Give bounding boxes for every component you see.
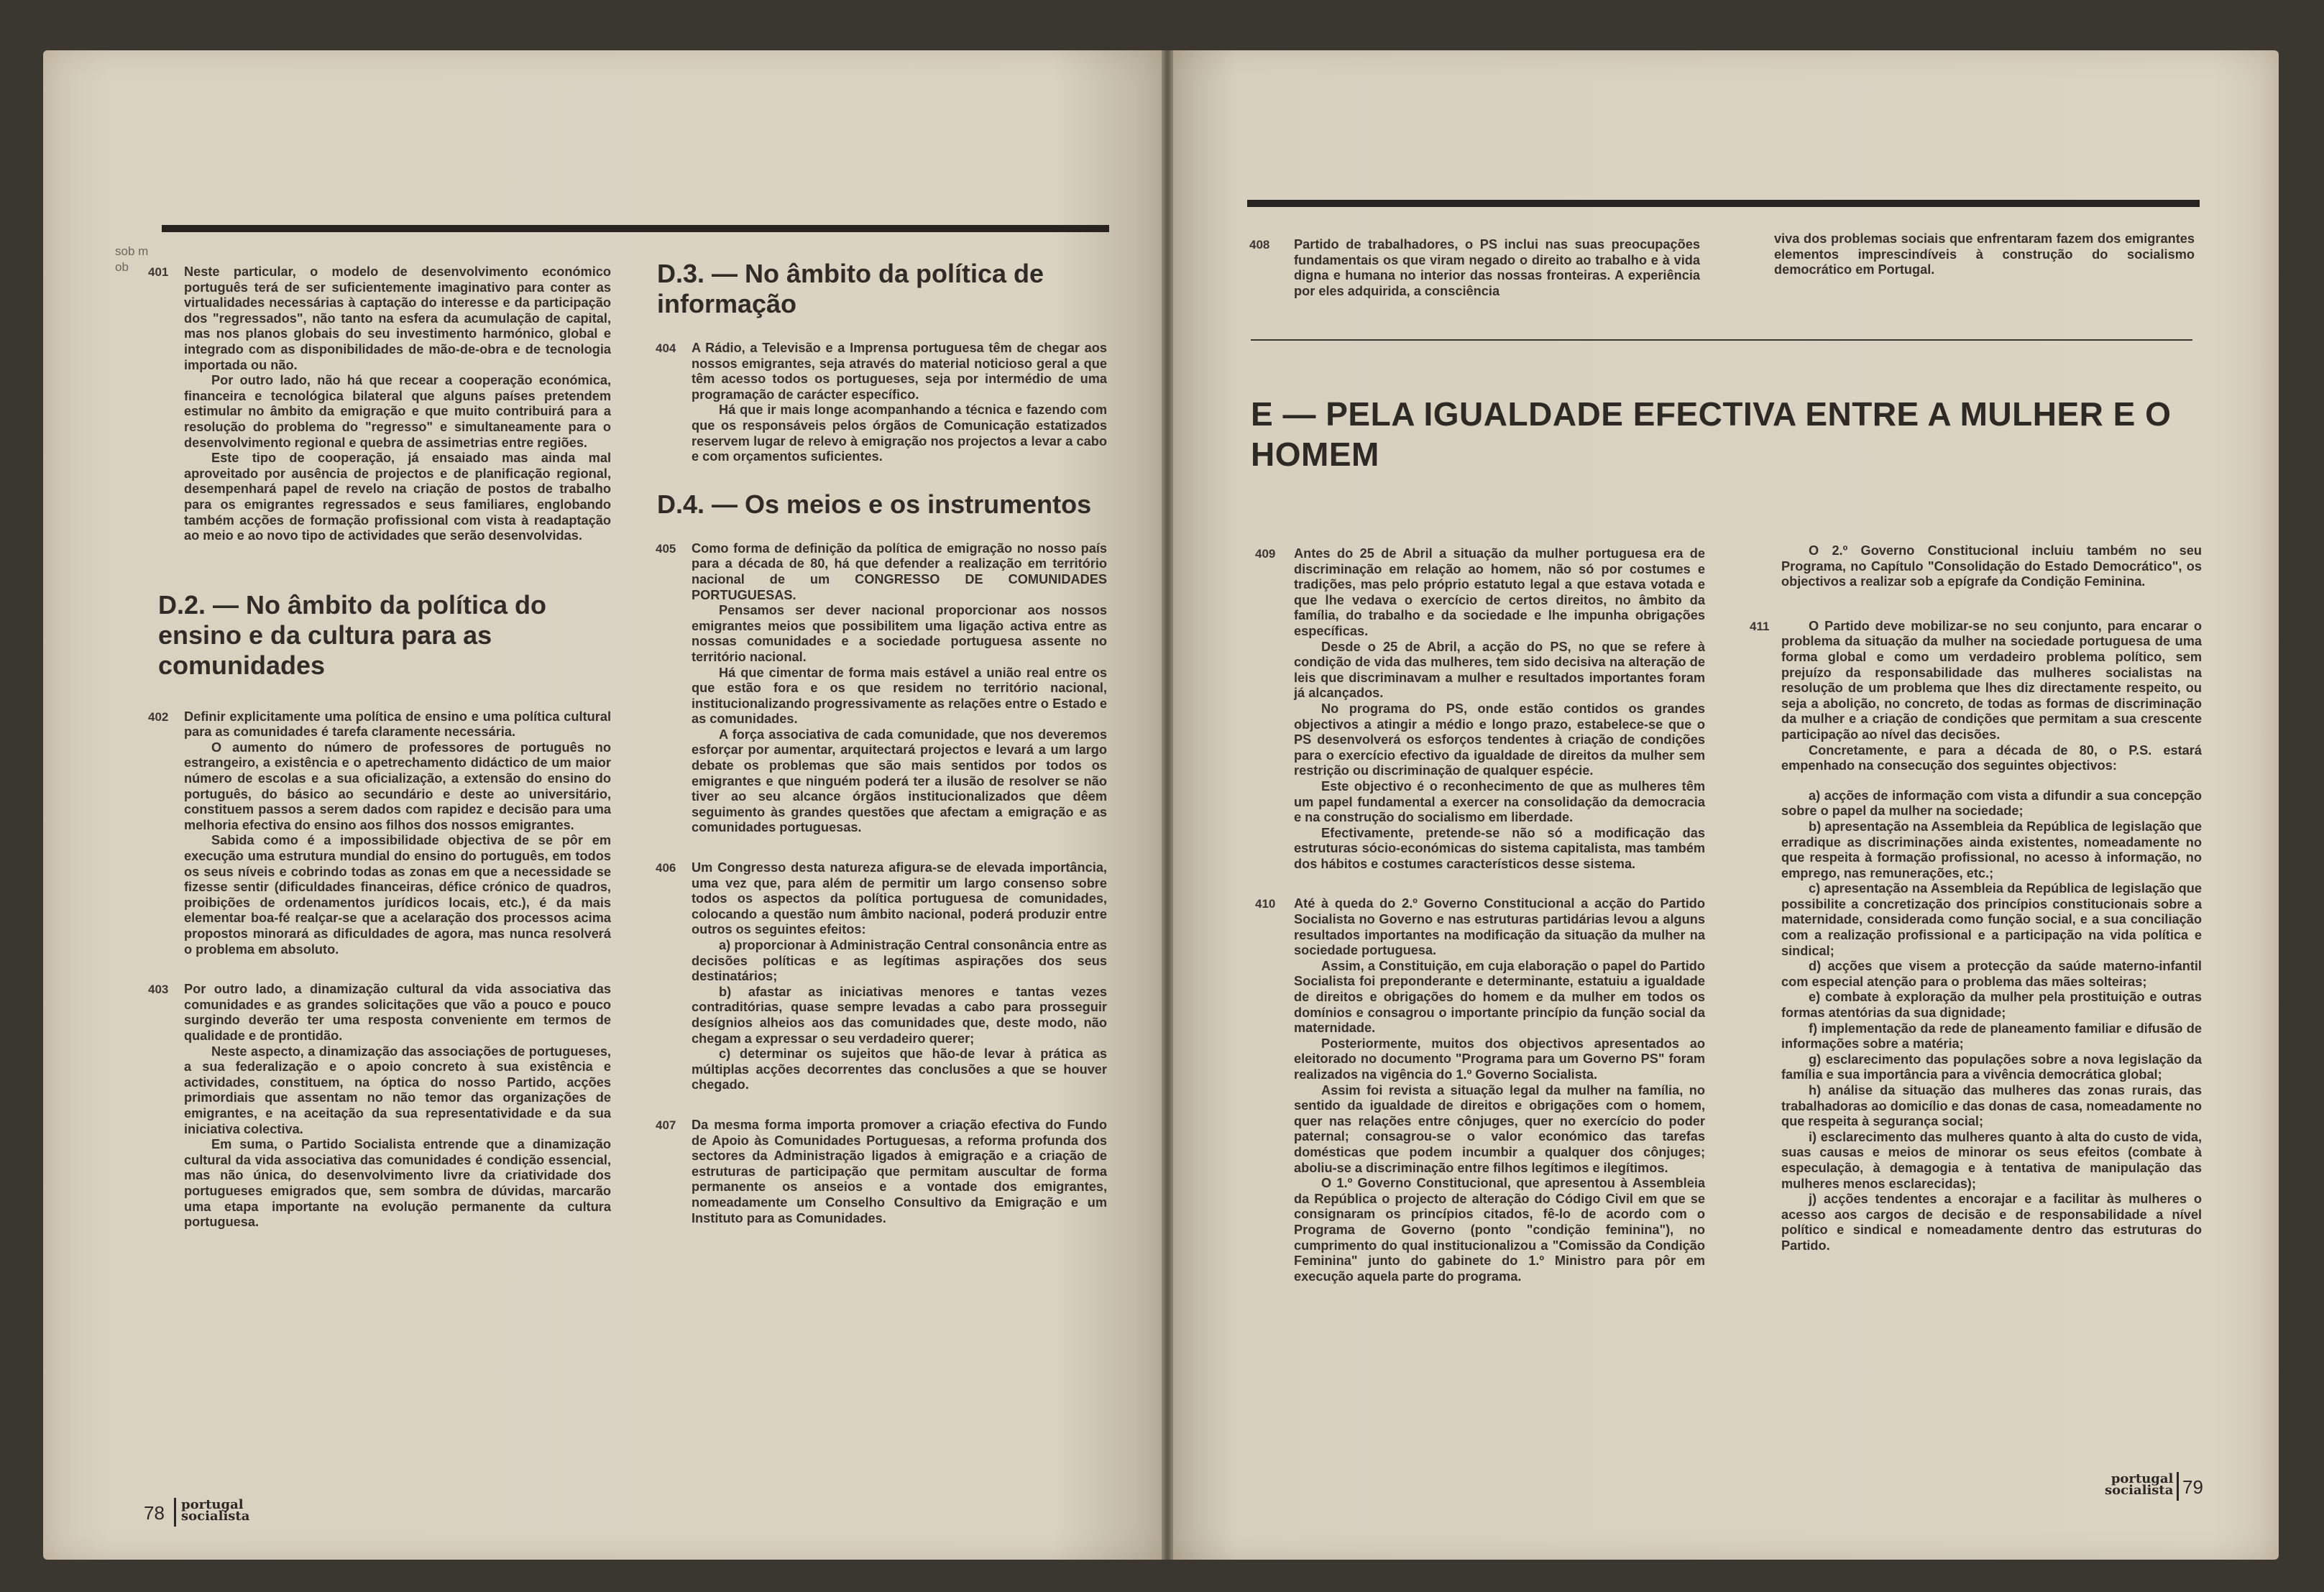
paragraph-number: 405 bbox=[656, 541, 676, 556]
paragraph-number: 410 bbox=[1255, 897, 1276, 911]
paragraph-text: Até à queda do 2.º Governo Constitucional a acção do Partido Socialista no Governo e nas estruturas partidárias levou a alguns resultados importantes na modificação da situação da mulher na sociedade portuguesa. bbox=[1294, 896, 1705, 958]
paragraph-number: 402 bbox=[148, 709, 169, 724]
paragraph-text: Como forma de definição da política de emigração no nosso país para a década de 80, há que defender a realização em território nacional de um CONGRESSO DE COMUNIDADES PORTUGUESAS. bbox=[692, 540, 1107, 602]
paragraph-text: Partido de trabalhadores, o PS inclui nas suas preocupações fundamentais os que viram negado o direito ao trabalho e à vida digna e humana no interior das nossas fronteiras. A experiência por eles adquirida, a consciência bbox=[1294, 237, 1700, 298]
paragraph-text: No programa do PS, onde estão contidos os grandes objectivos a atingir a médio e longo prazo, estabelece-se que o PS desenvolverá os esforços tendentes à criação de condições para o exercício efectivo da igualdade de direitos da mulher sem restrição ou discriminação de qualquer espécie. bbox=[1294, 701, 1705, 778]
right-column-1 bbox=[1255, 546, 1705, 1309]
right-column-2 bbox=[1750, 543, 2202, 1279]
list-item: c) apresentação na Assembleia da República de legislação que possibilite a concretização dos princípios constitucionais sobre a maternidade, considerada como função social, e a sua conciliação com a realização profissional e a participação na vida política e sindical; bbox=[1781, 881, 2202, 958]
paragraph-text: O Partido deve mobilizar-se no seu conjunto, para encarar o problema da situação da mulher na sociedade portuguesa de uma forma global e como um verdadeiro problema político, sem prejuízo da responsabilidade das mulheres socialistas na resolução de um problema que lhes diz directamente respeito, ou seja a abolição, no concreto, de todas as formas de discriminação da mulher e a criação de condições que permitam a sua crescente participação ao nível das decisões. bbox=[1781, 618, 2202, 742]
list-item: f) implementação da rede de planeamento familiar e difusão de informações sobre a matéria; bbox=[1781, 1021, 2202, 1052]
paragraph-401 bbox=[148, 264, 611, 544]
paragraph-number: 404 bbox=[656, 341, 676, 355]
list-item: a) acções de informação com vista a difundir a sua concepção sobre o papel da mulher na sociedade; bbox=[1781, 788, 2202, 819]
section-title-e: E — PELA IGUALDADE EFECTIVA ENTRE A MULHER E O HOMEM bbox=[1251, 395, 2172, 473]
paragraph-405 bbox=[656, 540, 1107, 836]
paragraph-text: Da mesma forma importa promover a criação efectiva do Fundo de Apoio às Comunidades Portuguesas, a reforma profunda dos sectores da Administração ligados à emigração e a criação de estruturas de participação que permitam auscultar de forma permanente os anseios e a vontade dos emigrantes, nomeadamente um Conselho Consultivo da Emigração e um Instituto para as Comunidades. bbox=[692, 1117, 1107, 1225]
list-item: d) acções que visem a protecção da saúde materno-infantil com especial atenção para o problema das mães solteiras; bbox=[1781, 959, 2202, 989]
paragraph-number: 406 bbox=[656, 861, 676, 875]
paragraph-number: 411 bbox=[1750, 619, 1770, 633]
paragraph-text: Há que ir mais longe acompanhando a técnica e fazendo com que os responsáveis pelos órgãos de Comunicação estatizados reservem lugar de relevo à emigração nos projectos a levar a cabo e com orçamentos suficientes. bbox=[692, 402, 1107, 464]
page-number-left: 78 bbox=[144, 1502, 165, 1524]
paragraph-number: 401 bbox=[148, 265, 169, 279]
paragraph-text: Por outro lado, não há que recear a cooperação económica, financeira e tecnológica bilateral que alguns países pretendem estimular no âmbito da emigração e que muito contribuirá para a resolução do problema do "regresso" e simultaneamente para o desenvolvimento regional e quebra de assimetrias entre regiões. bbox=[184, 373, 611, 450]
paragraph-text: Efectivamente, pretende-se não só a modificação das estruturas sócio-económicas do sistema capitalista, mas também dos hábitos e costumes característicos desse sistema. bbox=[1294, 825, 1705, 871]
publication-logo-left bbox=[181, 1499, 249, 1522]
paragraph-text: Este tipo de cooperação, já ensaiado mas ainda mal aproveitado por ausência de projectos e de planificação regional, desempenhará papel de revelo na criação de postos de trabalho para os emigrantes regressados e seus familiares, englobando também acções de formação profissional com vista à readaptação ao meio e ao novo tipo de actividades que serão desenvolvidas. bbox=[184, 451, 611, 543]
left-column-1 bbox=[148, 264, 611, 1255]
paragraph-text: Há que cimentar de forma mais estável a união real entre os que estão fora e os que residem no território nacional, institucionalizando progressivamente as relações entre o Estado e as comunidades. bbox=[692, 665, 1107, 727]
paragraph-text: Neste aspecto, a dinamização das associações de portugueses, a sua federalização e o apoio concreto à sua existência e actividades, constituem, na óptica do nosso Partido, acções primordiais que assentam no não temor das organizações de emigrantes, e na aceitação da sua representatividade e da sua iniciativa colectiva. bbox=[184, 1044, 611, 1136]
paragraph-text: Pensamos ser dever nacional proporcionar aos nossos emigrantes meios que possibilitem uma ligação activa entre as nossas comunidades e a sociedade portuguesa assente no território nacional. bbox=[692, 603, 1107, 664]
list-item: a) proporcionar à Administração Central consonância entre as decisões políticas e as legítimas aspirações dos seus destinatários; bbox=[692, 938, 1107, 984]
paragraph-text: Um Congresso desta natureza afigura-se de elevada importância, uma vez que, para além de permitir um largo consenso sobre todos os aspectos da política portuguesa de comunidades, colocando a questão num âmbito nacional, poderá produzir entre outros os seguintes efeitos: bbox=[692, 860, 1107, 937]
paragraph-text: Concretamente, e para a década de 80, o P.S. estará empenhado na consecução dos seguintes objectivos: bbox=[1781, 742, 2202, 773]
paragraph-411 bbox=[1750, 618, 2202, 1254]
top-rule-right bbox=[1247, 200, 2200, 207]
list-item: h) análise da situação das mulheres das zonas rurais, das trabalhadoras ao domicílio e das donas de casa, nomeadamente no que respeita à segurança social; bbox=[1781, 1083, 2202, 1129]
paragraph-410 bbox=[1255, 896, 1705, 1284]
paragraph-407 bbox=[656, 1117, 1107, 1226]
margin-fragment: ob bbox=[115, 260, 129, 274]
logo-text: socialista bbox=[181, 1509, 250, 1524]
paragraph-text: Posteriormente, muitos dos objectivos apresentados ao eleitorado no documento "Programa para um Governo PS" foram realizados na vigência do 1.º Governo Socialista. bbox=[1294, 1036, 1705, 1082]
paragraph-text: A Rádio, a Televisão e a Imprensa portuguesa têm de chegar aos nossos emigrantes, seja através do material noticioso geral a que têm acesso todos os portugueses, seja por intermédio de uma programação de carácter específico. bbox=[692, 341, 1107, 402]
list-item: b) afastar as iniciativas menores e tantas vezes contraditórias, quase sempre levadas a cabo para prosseguir desígnios alheios aos das comunidades que, deste modo, não chegam a expressar o seu verdadeiro querer; bbox=[692, 984, 1107, 1046]
paragraph-text: Assim, a Constituição, em cuja elaboração o papel do Partido Socialista foi preponderante e determinante, estatuiu a igualdade de direitos e obrigações do homem e da mulher em todos os domínios e consagrou o importante princípio da função social da maternidade. bbox=[1294, 958, 1705, 1036]
section-title-d4: D.4. — Os meios e os instrumentos bbox=[657, 489, 1092, 519]
logo-text: portugal bbox=[2111, 1471, 2174, 1486]
paragraph-404 bbox=[656, 341, 1107, 465]
paragraph-406 bbox=[656, 860, 1107, 1093]
list-item: j) acções tendentes a encorajar e a facilitar às mulheres o acesso aos cargos de decisão e de responsabilidade a nível político e sindical e nomeadamente dentro das estruturas do Partido. bbox=[1781, 1192, 2202, 1253]
paragraph-text: Este objectivo é o reconhecimento de que as mulheres têm um papel fundamental a exercer na consolidação da democracia e na construção do socialismo em liberdade. bbox=[1294, 778, 1705, 825]
paragraph-text: Por outro lado, a dinamização cultural da vida associativa das comunidades e as grandes solicitações que vão a pouco e pouco surgindo deverão ter uma resposta conveniente em termos de qualidade e de prontidão. bbox=[184, 982, 611, 1043]
paragraph-409 bbox=[1255, 546, 1705, 872]
logo-text: socialista bbox=[2105, 1483, 2174, 1498]
paragraph-text: Desde o 25 de Abril, a acção do PS, no que se refere à condição de vida das mulheres, tem sido decisiva na alteração de leis que discriminavam a mulher e resultados importantes foram já alcançados. bbox=[1294, 639, 1705, 701]
top-rule-left bbox=[162, 225, 1109, 232]
paragraph-text: O 1.º Governo Constitucional, que apresentou à Assembleia da República o projecto de alteração do Código Civil em que se consignaram os princípios citados, fê-lo de acordo com o Programa de Governo (ponto "condição feminina"), no cumprimento do qual institucionalizou a "Comissão da Condição Feminina" junto do gabinete do 1.º Ministro para pôr em execução aquela parte do programa. bbox=[1294, 1176, 1705, 1284]
paragraph-text: Neste particular, o modelo de desenvolvimento económico português terá de ser suficientemente imaginativo para conter as virtualidades necessárias à captação do interesse e da participação dos "regressados", não tanto na esfera da acumulação de capital, mas nos planos globais do seu investimento harmónico, global e integrado com as disponibilidades de mão-de-obra e de tecnologia importada ou não. bbox=[184, 264, 611, 372]
paragraph-text: Em suma, o Partido Socialista entrende que a dinamização cultural da vida associativa das comunidades é condição essencial, mas não única, do desenvolvimento livre da criatividade dos portugueses emigrados que, sem sombra de dúvidas, marcarão uma etapa importante na evolução permanente da cultura portuguesa. bbox=[184, 1137, 611, 1230]
para-408-col1 bbox=[1249, 237, 1700, 299]
list-item: e) combate à exploração da mulher pela prostituição e outras formas atentórias da sua dignidade; bbox=[1781, 990, 2202, 1021]
paragraph-intro bbox=[1781, 543, 2202, 590]
list-item: c) determinar os sujeitos que hão-de levar à prática as múltiplas acções decorrentes das conclusões a que se houver chegado. bbox=[692, 1046, 1107, 1092]
section-divider bbox=[1251, 339, 2192, 341]
paragraph-text: viva dos problemas sociais que enfrentaram fazem dos emigrantes elementos imprescindíveis à construção do socialismo democrático em Portugal. bbox=[1774, 231, 2195, 277]
publication-logo-right bbox=[2105, 1473, 2173, 1496]
paragraph-text: O aumento do número de professores de português no estrangeiro, a existência e o apetrechamento didáctico de um maior número de escolas e a sua oficialização, a extensão do ensino do português, do básico ao secundário e deste ao universitário, constituem passos a serem dados com rapidez e decisão para uma melhoria efectiva do ensino aos filhos dos nossos emigrantes. bbox=[184, 740, 611, 832]
paragraph-text: Definir explicitamente uma política de ensino e uma política cultural para as comunidades é tarefa claramente necessária. bbox=[184, 709, 611, 740]
list-item: b) apresentação na Assembleia da República de legislação que erradique as discriminações ainda existentes, nomeadamente no que respeita à formação profissional, no acesso à informação, no emprego, nas remunerações, etc.; bbox=[1781, 819, 2202, 880]
folio-divider bbox=[2177, 1472, 2179, 1501]
paragraph-text: A força associativa de cada comunidade, que nos deveremos esforçar por aumentar, arquitectará projectos e levará a um largo debate os problemas que são mais sentidos por todos os emigrantes e que ninguém poderá ter a ilusão de resolver se não tiver ao seu alcance órgãos institucionalizados que dêem seguimento às grandes questões que afectam a emigração e as comunidades portuguesas. bbox=[692, 727, 1107, 835]
folio-divider bbox=[174, 1498, 176, 1527]
gutter bbox=[1162, 50, 1173, 1560]
section-title-d2: D.2. — No âmbito da política do ensino e da cultura para as comunidades bbox=[158, 589, 547, 680]
list-item: i) esclarecimento das mulheres quanto à alta do custo de vida, suas causas e meios de minorar os seus efeitos (combate à especulação, à demagogia e à tentativa de manipulação das mulheres menos esclarecidas); bbox=[1781, 1129, 2202, 1191]
list-item: g) esclarecimento das populações sobre a nova legislação da família e sua importância para a vivência democrática global; bbox=[1781, 1052, 2202, 1082]
paragraph-403 bbox=[148, 982, 611, 1230]
paragraph-text: Sabida como é a impossibilidade objectiva de se pôr em execução uma estrutura mundial do ensino do português, em todos os seus níveis e cobrindo todas as zonas em que a necessidade se fizesse sentir (dificuldades financeiras, défice crónico de quadros, proibições de ordenamentos jurídicos locais, etc.), é da mais elementar boa-fé realçar-se que a acelaração dos processos acima propostos minorará as dificuldades de agora, mas nunca resolverá o problema em absoluto. bbox=[184, 833, 611, 957]
paragraph-text: O 2.º Governo Constitucional incluiu também no seu Programa, no Capítulo "Consolidação do Estado Democrático", os objectivos a realizar sob a epígrafe da Condição Feminina. bbox=[1781, 543, 2202, 589]
paragraph-number: 403 bbox=[148, 983, 169, 997]
paragraph-number: 409 bbox=[1255, 547, 1276, 561]
logo-text: portugal bbox=[181, 1497, 244, 1512]
paragraph-text: Assim foi revista a situação legal da mulher na família, no sentido da igualdade de direitos e obrigações com o homem, quer nas relações entre cônjuges, quer no exercício do poder paternal; consagrou-se o valor económico das tarefas domésticas que podem incumbir a qualquer dos cônjuges; aboliu-se a discriminação entre filhos legítimos e ilegítimos. bbox=[1294, 1082, 1705, 1175]
left-column-2 bbox=[656, 259, 1107, 1251]
margin-fragment: sob m bbox=[115, 244, 149, 258]
page-number-right: 79 bbox=[2182, 1476, 2203, 1498]
paragraph-number: 407 bbox=[656, 1118, 676, 1132]
paragraph-text: Antes do 25 de Abril a situação da mulher portuguesa era de discriminação em relação ao homem, não só por costumes e tradições, mas pelo próprio estatuto legal a que estava votada e que lhe vedava o exercício de certos direitos, no âmbito da família, do trabalho e da sociedade e lhe impunha obrigações específicas. bbox=[1294, 546, 1705, 638]
section-title-d3: D.3. — No âmbito da política de informação bbox=[657, 259, 1044, 318]
para-408-col2 bbox=[1774, 231, 2195, 278]
paragraph-402 bbox=[148, 709, 611, 958]
paragraph-number: 408 bbox=[1249, 238, 1270, 252]
